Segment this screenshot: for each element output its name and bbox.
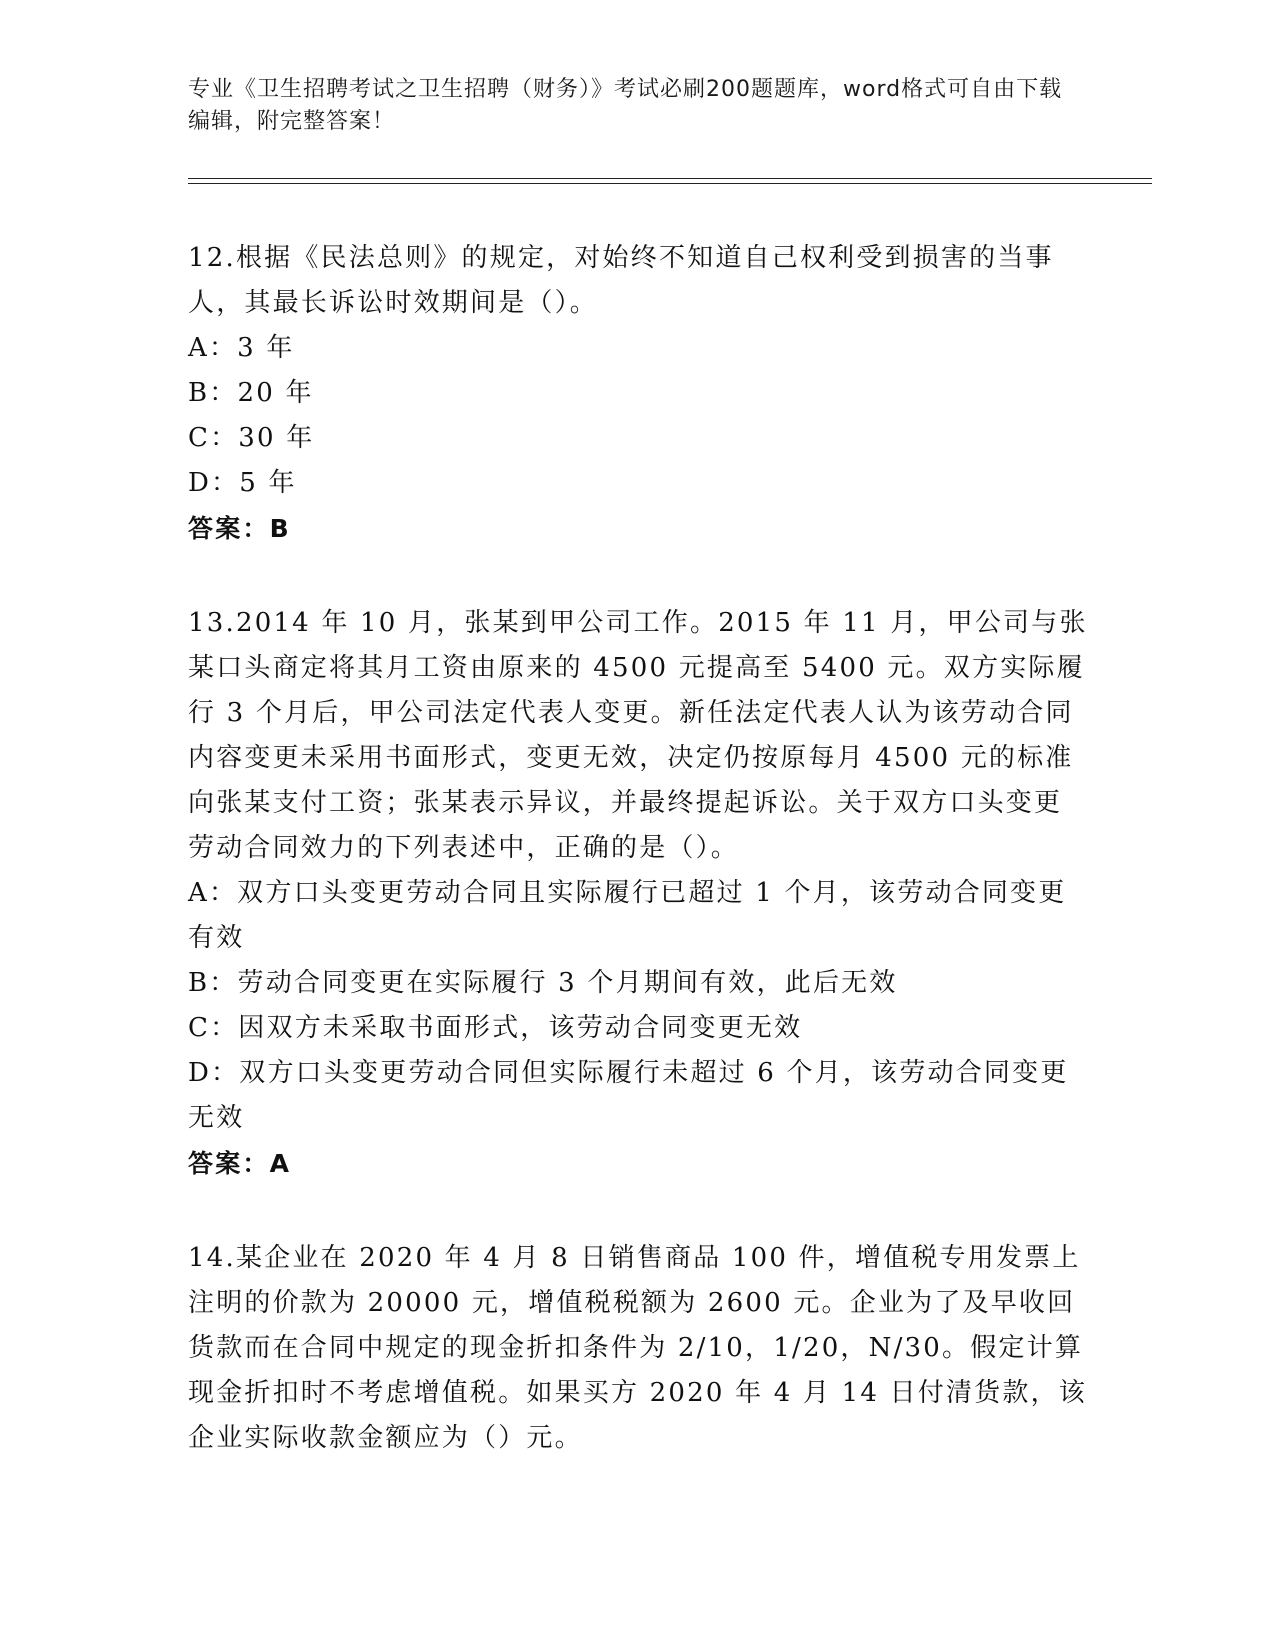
- question-12: [188, 236, 1088, 551]
- option-d: D：双方口头变更劳动合同但实际履行未超过 6 个月，该劳动合同变更无效: [188, 1058, 1069, 1133]
- question-stem: 13.2014 年 10 月，张某到甲公司工作。2015 年 11 月，甲公司与张某口头商定将其月工资由原来的 4500 元提高至 5400 元。双方实际履行 3 个月后，甲公司法定代表人变更。新任法定代表人认为该劳动合同内容变更未采用书面形式，变更无效，决定仍按原每月 4500 元的标准向张某支付工资；张某表示异议，并最终提起诉讼。关于双方口头变更劳动合同效力的下列表述中，正确的是（）。: [188, 608, 1088, 863]
- question-stem: 14.某企业在 2020 年 4 月 8 日销售商品 100 件，增值税专用发票上注明的价款为 20000 元，增值税税额为 2600 元。企业为了及早收回货款而在合同中规定的现金折扣条件为 2/10，1/20，N/30。假定计算现金折扣时不考虑增值税。如果买方 2020 年 4 月 14 日付清货款，该企业实际收款金额应为（）元。: [188, 1243, 1087, 1453]
- option-b: B：劳动合同变更在实际履行 3 个月期间有效，此后无效: [188, 968, 898, 998]
- document-header: 专业《卫生招聘考试之卫生招聘（财务）》考试必刷200题题库，word格式可自由下载编辑，附完整答案！: [188, 77, 1063, 134]
- option-d: D：5 年: [188, 468, 297, 498]
- option-a: A：双方口头变更劳动合同且实际履行已超过 1 个月，该劳动合同变更有效: [188, 878, 1067, 953]
- answer: 答案：A: [188, 1149, 292, 1178]
- answer: 答案：B: [188, 514, 291, 543]
- question-stem: 12.根据《民法总则》的规定，对始终不知道自己权利受到损害的当事人，其最长诉讼时效期间是（）。: [188, 243, 1054, 318]
- option-b: B：20 年: [188, 378, 314, 408]
- question-14: [188, 1236, 1088, 1461]
- header-rule-bottom: [188, 183, 1152, 184]
- question-13: [188, 601, 1088, 1186]
- option-c: C：因双方未采取书面形式，该劳动合同变更无效: [188, 1013, 803, 1043]
- option-c: C：30 年: [188, 423, 315, 453]
- option-a: A：3 年: [188, 333, 295, 363]
- header-rule-top: [188, 178, 1152, 179]
